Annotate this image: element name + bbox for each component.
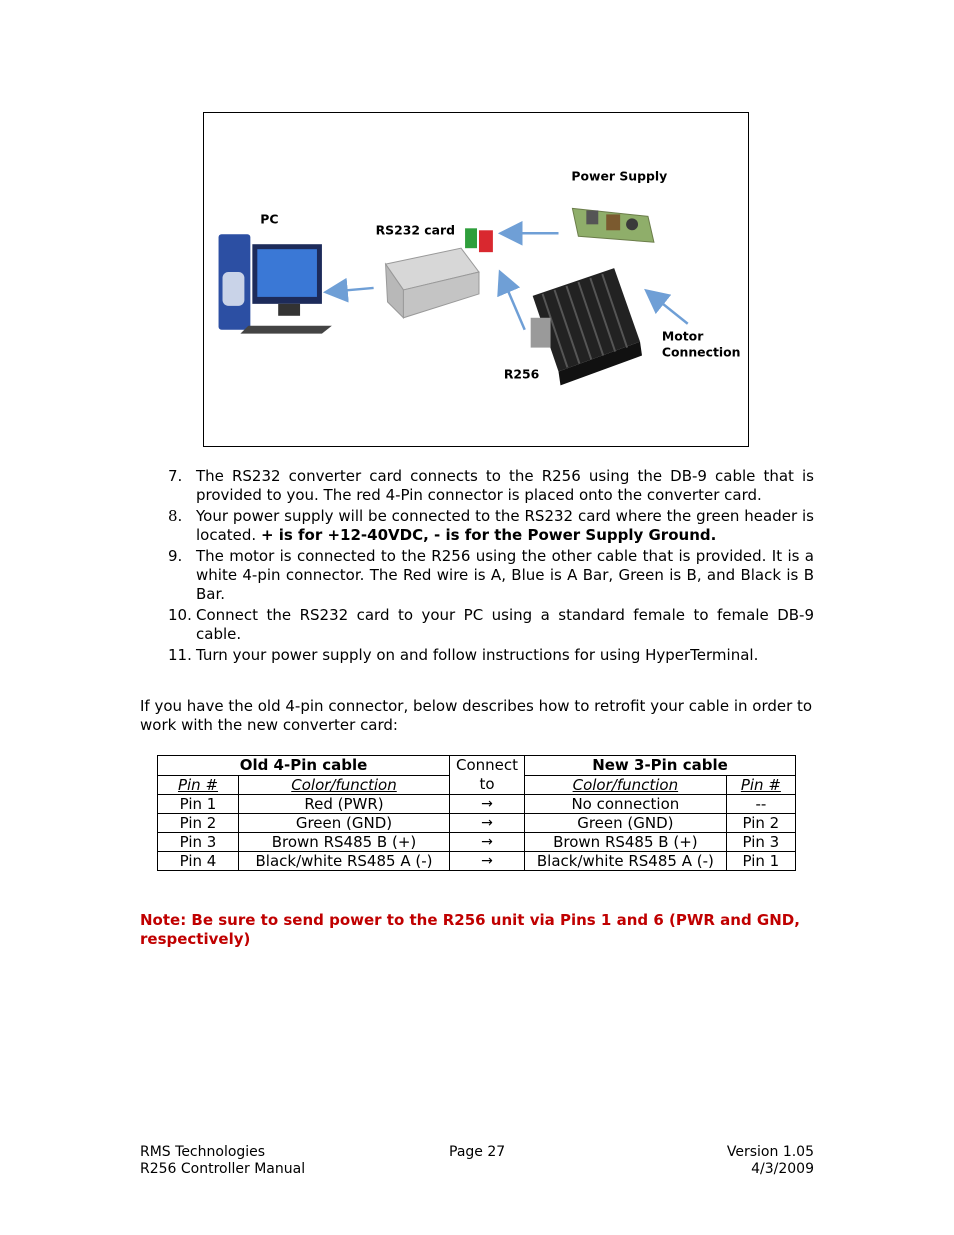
pin-mapping-table xyxy=(157,755,796,871)
old-pin-cell: Pin 3 xyxy=(158,833,239,852)
old-color-column-header: Color/function xyxy=(239,775,450,795)
connection-diagram-figure xyxy=(203,112,749,447)
table-row xyxy=(158,795,796,814)
rs232-card-illustration xyxy=(386,228,493,317)
instruction-list xyxy=(140,467,814,667)
new-color-cell: No connection xyxy=(525,795,727,814)
new-pin-cell: Pin 1 xyxy=(726,852,795,871)
pc-label: PC xyxy=(260,211,279,227)
footer-right xyxy=(727,1144,814,1178)
motor-label-line2: Connection xyxy=(661,344,741,360)
new-cable-header: New 3-Pin cable xyxy=(525,756,796,776)
old-pin-cell: Pin 1 xyxy=(158,795,239,814)
connect-to-header xyxy=(450,756,525,795)
list-item xyxy=(140,507,814,545)
list-item-text: The motor is connected to the R256 using the other cable that is provided. It is a white 4-pin connector. The Red wire is A, Blue is A Bar, Green is B, and Black is B Bar. xyxy=(196,547,814,603)
new-color-cell: Brown RS485 B (+) xyxy=(525,833,727,852)
new-pin-cell: Pin 3 xyxy=(726,833,795,852)
new-pin-cell: -- xyxy=(726,795,795,814)
old-color-cell: Brown RS485 B (+) xyxy=(239,833,450,852)
footer-date: 4/3/2009 xyxy=(751,1161,814,1177)
list-item-text: Turn your power supply on and follow instructions for using HyperTerminal. xyxy=(196,646,759,664)
footer-company: RMS Technologies xyxy=(140,1144,266,1160)
old-cable-header: Old 4-Pin cable xyxy=(158,756,450,776)
list-item-number: 8. xyxy=(168,507,183,525)
table-row xyxy=(158,833,796,852)
arrow-from-r256 xyxy=(501,274,525,330)
list-item-number: 11. xyxy=(168,646,192,664)
list-item-text: The RS232 converter card connects to the R256 using the DB-9 cable that is provided to you. The red 4-Pin connector is placed onto the converter card. xyxy=(196,467,814,504)
list-item-number: 7. xyxy=(168,467,183,485)
list-item-text: Your power supply will be connected to the RS232 card where the green header is located. xyxy=(196,507,814,544)
footer-manual-title: R256 Controller Manual xyxy=(140,1161,306,1177)
table-header-row xyxy=(158,756,796,776)
new-color-cell: Green (GND) xyxy=(525,814,727,833)
arrow-cell: → xyxy=(450,833,525,852)
old-pin-cell: Pin 4 xyxy=(158,852,239,871)
table-row xyxy=(158,852,796,871)
pc-illustration xyxy=(219,234,332,333)
footer-left xyxy=(140,1144,305,1178)
list-item xyxy=(140,547,814,604)
power-note: Note: Be sure to send power to the R256 unit via Pins 1 and 6 (PWR and GND, respectively) xyxy=(140,911,800,948)
footer-page-number: Page 27 xyxy=(449,1144,506,1160)
new-pin-column-header: Pin # xyxy=(726,775,795,795)
r256-illustration xyxy=(531,268,642,385)
new-color-column-header: Color/function xyxy=(525,775,727,795)
power-supply-label: Power Supply xyxy=(571,168,668,184)
connect-to-header-line1: Connect xyxy=(455,756,519,774)
old-color-cell: Green (GND) xyxy=(239,814,450,833)
list-item-number: 10. xyxy=(168,606,192,624)
connection-diagram xyxy=(204,113,748,446)
list-item xyxy=(140,606,814,644)
retrofit-intro-paragraph: If you have the old 4-pin connector, below describes how to retrofit your cable in order to work with the new converter card: xyxy=(140,697,813,734)
rs232-card-label: RS232 card xyxy=(375,222,456,238)
list-item-number: 9. xyxy=(168,547,183,565)
table-row xyxy=(158,814,796,833)
list-item xyxy=(140,646,814,665)
arrow-from-motor xyxy=(648,292,688,324)
old-color-cell: Red (PWR) xyxy=(239,795,450,814)
list-item-text: Connect the RS232 card to your PC using a standard female to female DB-9 cable. xyxy=(196,606,814,643)
connect-to-header-line2: to xyxy=(479,775,495,793)
list-item-bold-text: + is for +12-40VDC, - is for the Power Supply Ground. xyxy=(260,526,717,544)
arrow-cell: → xyxy=(450,814,525,833)
arrow-cell: → xyxy=(450,852,525,871)
power-supply-illustration xyxy=(572,208,654,242)
old-color-cell: Black/white RS485 A (-) xyxy=(239,852,450,871)
new-pin-cell: Pin 2 xyxy=(726,814,795,833)
new-color-cell: Black/white RS485 A (-) xyxy=(525,852,727,871)
diagram-arrows xyxy=(328,233,688,329)
r256-label: R256 xyxy=(503,366,540,382)
arrow-cell: → xyxy=(450,795,525,814)
footer-version: Version 1.05 xyxy=(726,1144,814,1160)
arrow-to-pc xyxy=(328,288,374,292)
old-pin-cell: Pin 2 xyxy=(158,814,239,833)
motor-label-line1: Motor xyxy=(661,328,704,344)
list-item xyxy=(140,467,814,505)
old-pin-column-header: Pin # xyxy=(158,775,239,795)
